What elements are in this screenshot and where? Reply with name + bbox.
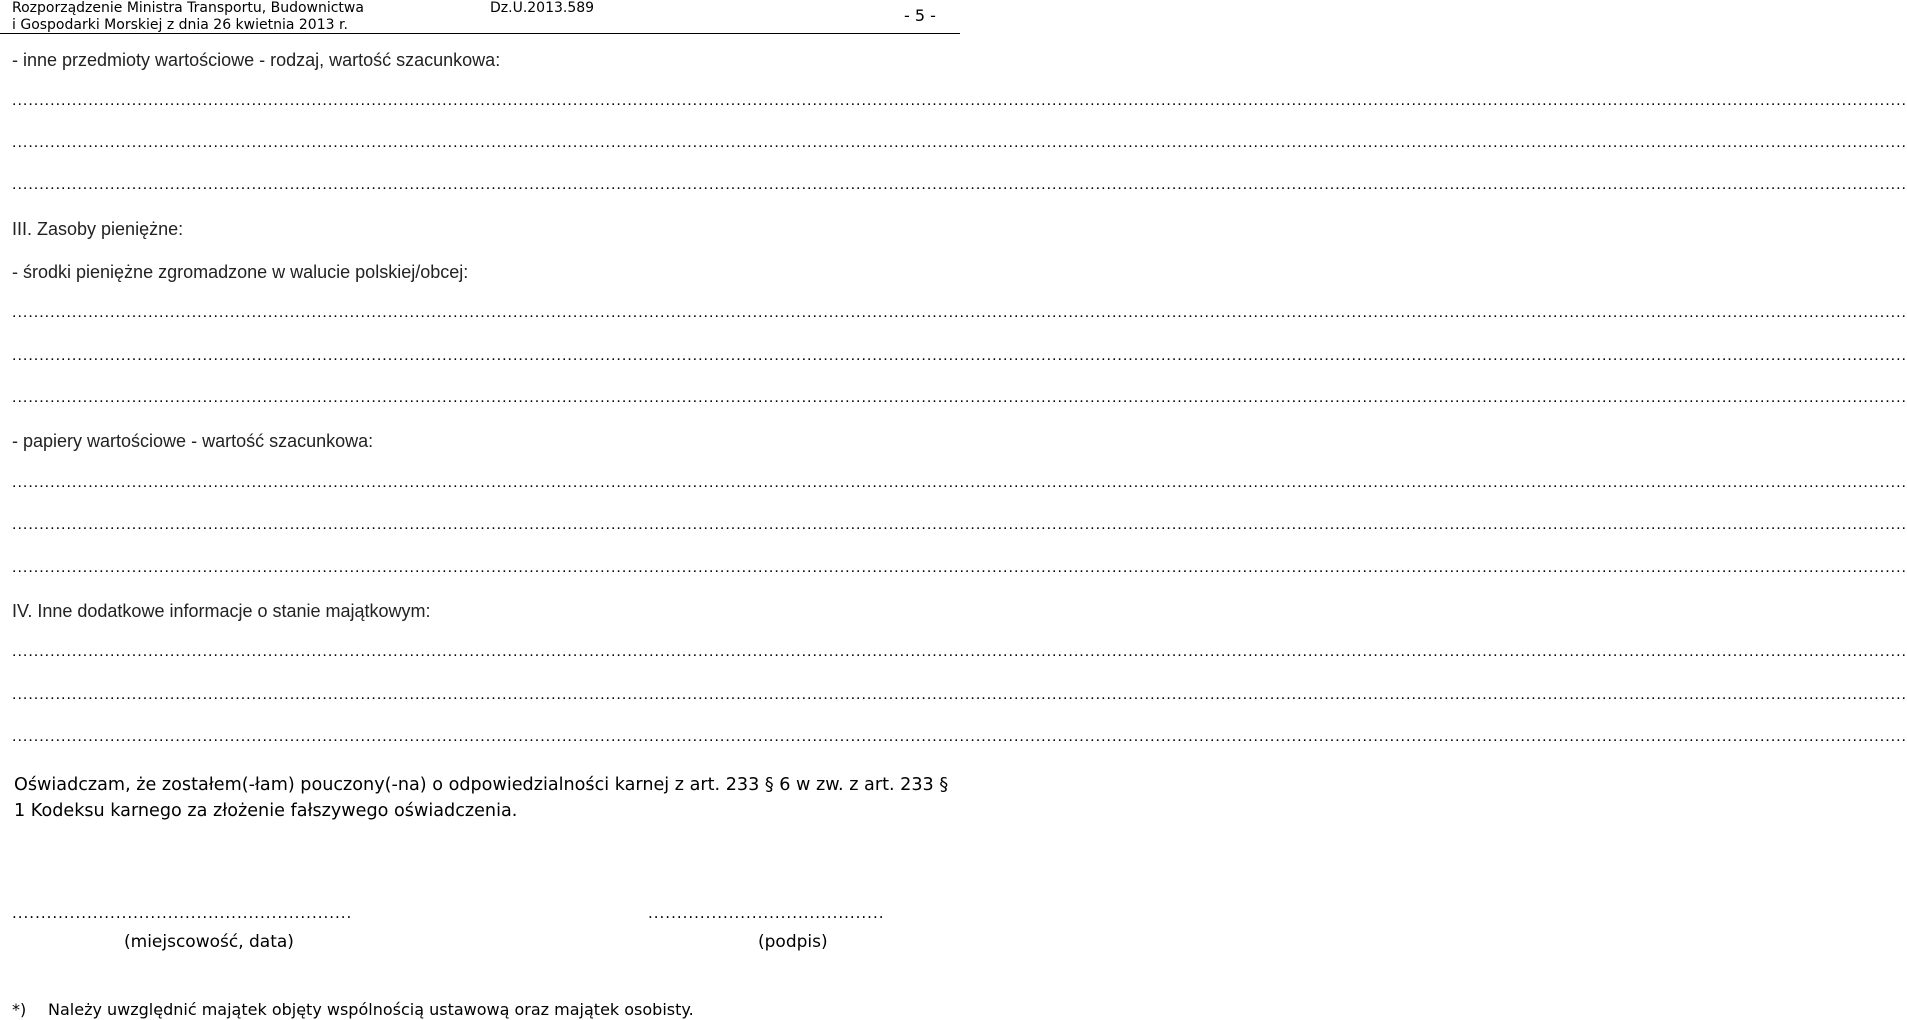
signature-line: ......................................... — [648, 904, 885, 922]
page-number: - 5 - — [904, 6, 936, 25]
fill-line: ............................................................................................................................................................................................................................................................................................................................................................ — [12, 728, 1907, 745]
fill-line: ............................................................................................................................................................................................................................................................................................................................................................ — [12, 643, 1907, 660]
header-line-1: Rozporządzenie Ministra Transportu, Budownictwa — [12, 0, 364, 16]
fill-line: ............................................................................................................................................................................................................................................................................................................................................................ — [12, 516, 1907, 533]
header-reference: Dz.U.2013.589 — [490, 0, 595, 16]
fill-line: ............................................................................................................................................................................................................................................................................................................................................................ — [12, 559, 1907, 576]
header-line-2: i Gospodarki Morskiej z dnia 26 kwietnia 2013 r. — [12, 17, 348, 33]
fill-line: ............................................................................................................................................................................................................................................................................................................................................................ — [12, 134, 1907, 151]
item-other-valuables: - inne przedmioty wartościowe - rodzaj, wartość szacunkowa: — [12, 50, 501, 70]
fill-line: ............................................................................................................................................................................................................................................................................................................................................................ — [12, 686, 1907, 703]
place-date-line: ........................................................... — [12, 904, 353, 922]
item-securities: - papiery wartościowe - wartość szacunkowa: — [12, 431, 374, 451]
header-divider — [0, 33, 960, 34]
declaration-statement: Oświadczam, że zostałem(-łam) pouczony(-na) o odpowiedzialności karnej z art. 233 § 6 w zw. z art. 233 § 1 Kodeksu karnego za złożenie fałszywego oświadczenia. — [14, 775, 949, 821]
section-iii-heading: III. Zasoby pieniężne: — [12, 219, 184, 239]
fill-line: ............................................................................................................................................................................................................................................................................................................................................................ — [12, 389, 1907, 406]
fill-line: ............................................................................................................................................................................................................................................................................................................................................................ — [12, 474, 1907, 491]
header-title — [12, 0, 364, 34]
fill-line: ............................................................................................................................................................................................................................................................................................................................................................ — [12, 347, 1907, 364]
footnote — [12, 1000, 694, 1019]
document-header — [0, 0, 960, 34]
fill-line: ............................................................................................................................................................................................................................................................................................................................................................ — [12, 304, 1907, 321]
footnote-text: Należy uwzględnić majątek objęty wspólnością ustawową oraz majątek osobisty. — [48, 1000, 694, 1019]
fill-line: ............................................................................................................................................................................................................................................................................................................................................................ — [12, 92, 1907, 109]
fill-line: ............................................................................................................................................................................................................................................................................................................................................................ — [12, 176, 1907, 193]
footnote-marker: *) — [12, 1000, 27, 1019]
item-cash: - środki pieniężne zgromadzone w walucie polskiej/obcej: — [12, 262, 469, 282]
section-iv-heading: IV. Inne dodatkowe informacje o stanie majątkowym: — [12, 601, 431, 621]
place-date-label: (miejscowość, data) — [124, 932, 294, 952]
signature-label: (podpis) — [758, 932, 828, 952]
